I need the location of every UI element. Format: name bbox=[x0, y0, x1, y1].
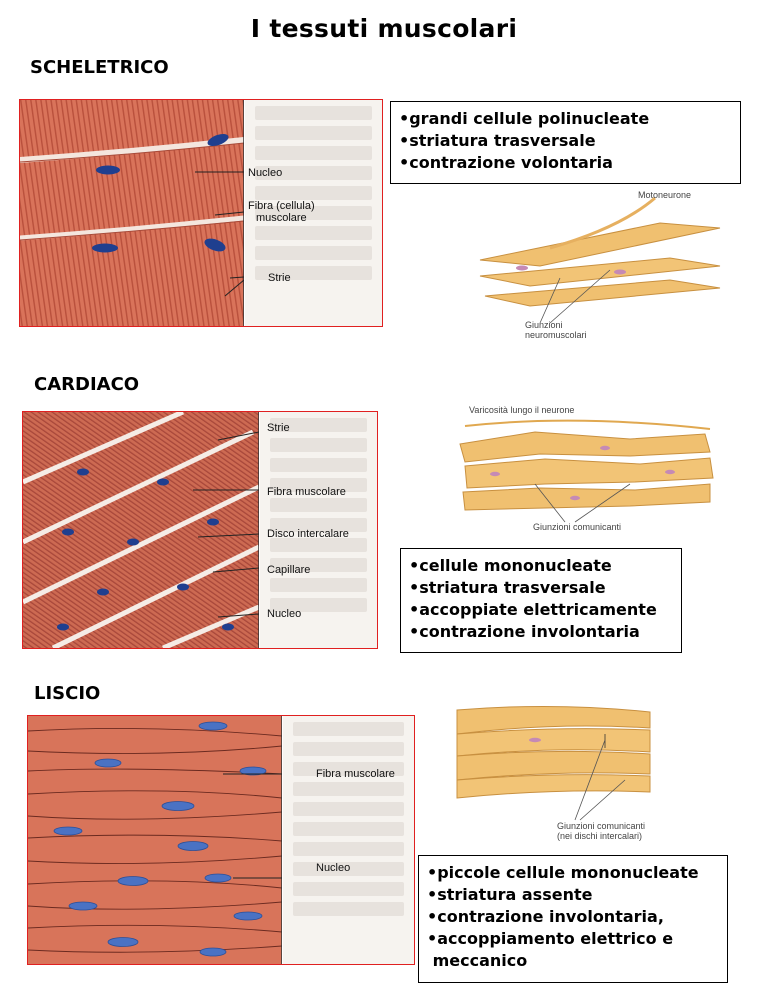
nucleus-shape bbox=[200, 948, 226, 956]
label-capillary: Capillare bbox=[267, 564, 311, 576]
diagram-label-varicosities: Varicosità lungo il neurone bbox=[469, 405, 575, 415]
nucleus-shape bbox=[205, 874, 231, 882]
nucleus-shape bbox=[92, 244, 118, 253]
label-nucleus: Nucleo bbox=[316, 862, 351, 874]
label-striae: Strie bbox=[267, 422, 290, 434]
property-line: •contrazione volontaria bbox=[399, 153, 613, 172]
section-heading-smooth: LISCIO bbox=[34, 683, 101, 704]
nucleus-shape bbox=[207, 519, 219, 526]
smooth-diagram bbox=[455, 700, 655, 850]
nucleus-shape bbox=[69, 902, 97, 910]
nucleus-shape bbox=[177, 584, 189, 591]
label-fiber: Fibra (cellula) muscolare bbox=[248, 200, 315, 224]
skeletal-properties-box bbox=[390, 101, 741, 184]
nucleus-shape bbox=[77, 469, 89, 476]
nucleus-shape bbox=[199, 722, 227, 730]
nucleus-shape bbox=[118, 877, 148, 886]
property-line: •cellule mononucleate bbox=[409, 556, 612, 575]
property-line: •striatura trasversale bbox=[409, 578, 606, 597]
nucleus-shape bbox=[234, 912, 262, 920]
label-intercalated-disc: Disco intercalare bbox=[267, 528, 349, 540]
cardiac-tissue-drawing bbox=[23, 412, 259, 648]
label-nucleus: Nucleo bbox=[267, 608, 302, 620]
cardiac-properties-box bbox=[400, 548, 682, 653]
label-nucleus: Nucleo bbox=[248, 167, 283, 179]
label-fiber: Fibra muscolare bbox=[316, 768, 395, 780]
nucleus-shape bbox=[96, 166, 120, 175]
label-striae: Strie bbox=[268, 272, 291, 284]
nucleus-shape bbox=[162, 802, 194, 811]
nucleus-shape bbox=[97, 589, 109, 596]
property-line: •contrazione involontaria, bbox=[427, 907, 664, 926]
cardiac-illustration bbox=[22, 411, 378, 649]
diagram-label-gap-junctions: Giunzioni comunicanti bbox=[533, 522, 622, 532]
skeletal-fiber-diagram bbox=[470, 188, 730, 348]
diagram-label-motoneuron: Motoneurone bbox=[638, 190, 692, 200]
skeletal-illustration bbox=[19, 99, 383, 327]
nucleus-shape bbox=[222, 624, 234, 631]
label-fiber: Fibra muscolare bbox=[267, 486, 346, 498]
nucleus-shape bbox=[108, 938, 138, 947]
property-line: •striatura trasversale bbox=[399, 131, 596, 150]
property-line: •accoppiamento elettrico e bbox=[427, 929, 674, 948]
nucleus-shape bbox=[57, 624, 69, 631]
page-title: I tessuti muscolari bbox=[250, 14, 518, 43]
background-page-text bbox=[283, 716, 414, 964]
skeletal-diagram bbox=[470, 188, 730, 348]
smooth-properties-box bbox=[418, 855, 728, 983]
smooth-tissue-drawing bbox=[28, 716, 282, 964]
nucleus-shape bbox=[157, 479, 169, 486]
property-line: •piccole cellule mononucleate bbox=[427, 863, 699, 882]
nucleus-shape bbox=[127, 539, 139, 546]
section-heading-skeletal: SCHELETRICO bbox=[30, 57, 169, 78]
section-heading-cardiac: CARDIACO bbox=[34, 374, 140, 395]
cardiac-fiber-diagram bbox=[455, 404, 725, 534]
property-line: •contrazione involontaria bbox=[409, 622, 640, 641]
property-line: •grandi cellule polinucleate bbox=[399, 109, 650, 128]
nucleus-shape bbox=[54, 827, 82, 835]
smooth-illustration bbox=[27, 715, 415, 965]
nucleus-shape bbox=[62, 529, 74, 536]
property-line: meccanico bbox=[427, 951, 528, 970]
diagram-label-gap-junctions: Giunzioni comunicanti (nei dischi intercalari) bbox=[557, 821, 646, 841]
diagram-label-junctions: Giunzioni neuromuscolari bbox=[525, 320, 587, 340]
cardiac-diagram bbox=[455, 404, 725, 534]
skeletal-tissue-drawing bbox=[20, 100, 244, 326]
property-line: •striatura assente bbox=[427, 885, 593, 904]
property-line: •accoppiate elettricamente bbox=[409, 600, 657, 619]
nucleus-shape bbox=[95, 759, 121, 767]
nucleus-shape bbox=[178, 842, 208, 851]
